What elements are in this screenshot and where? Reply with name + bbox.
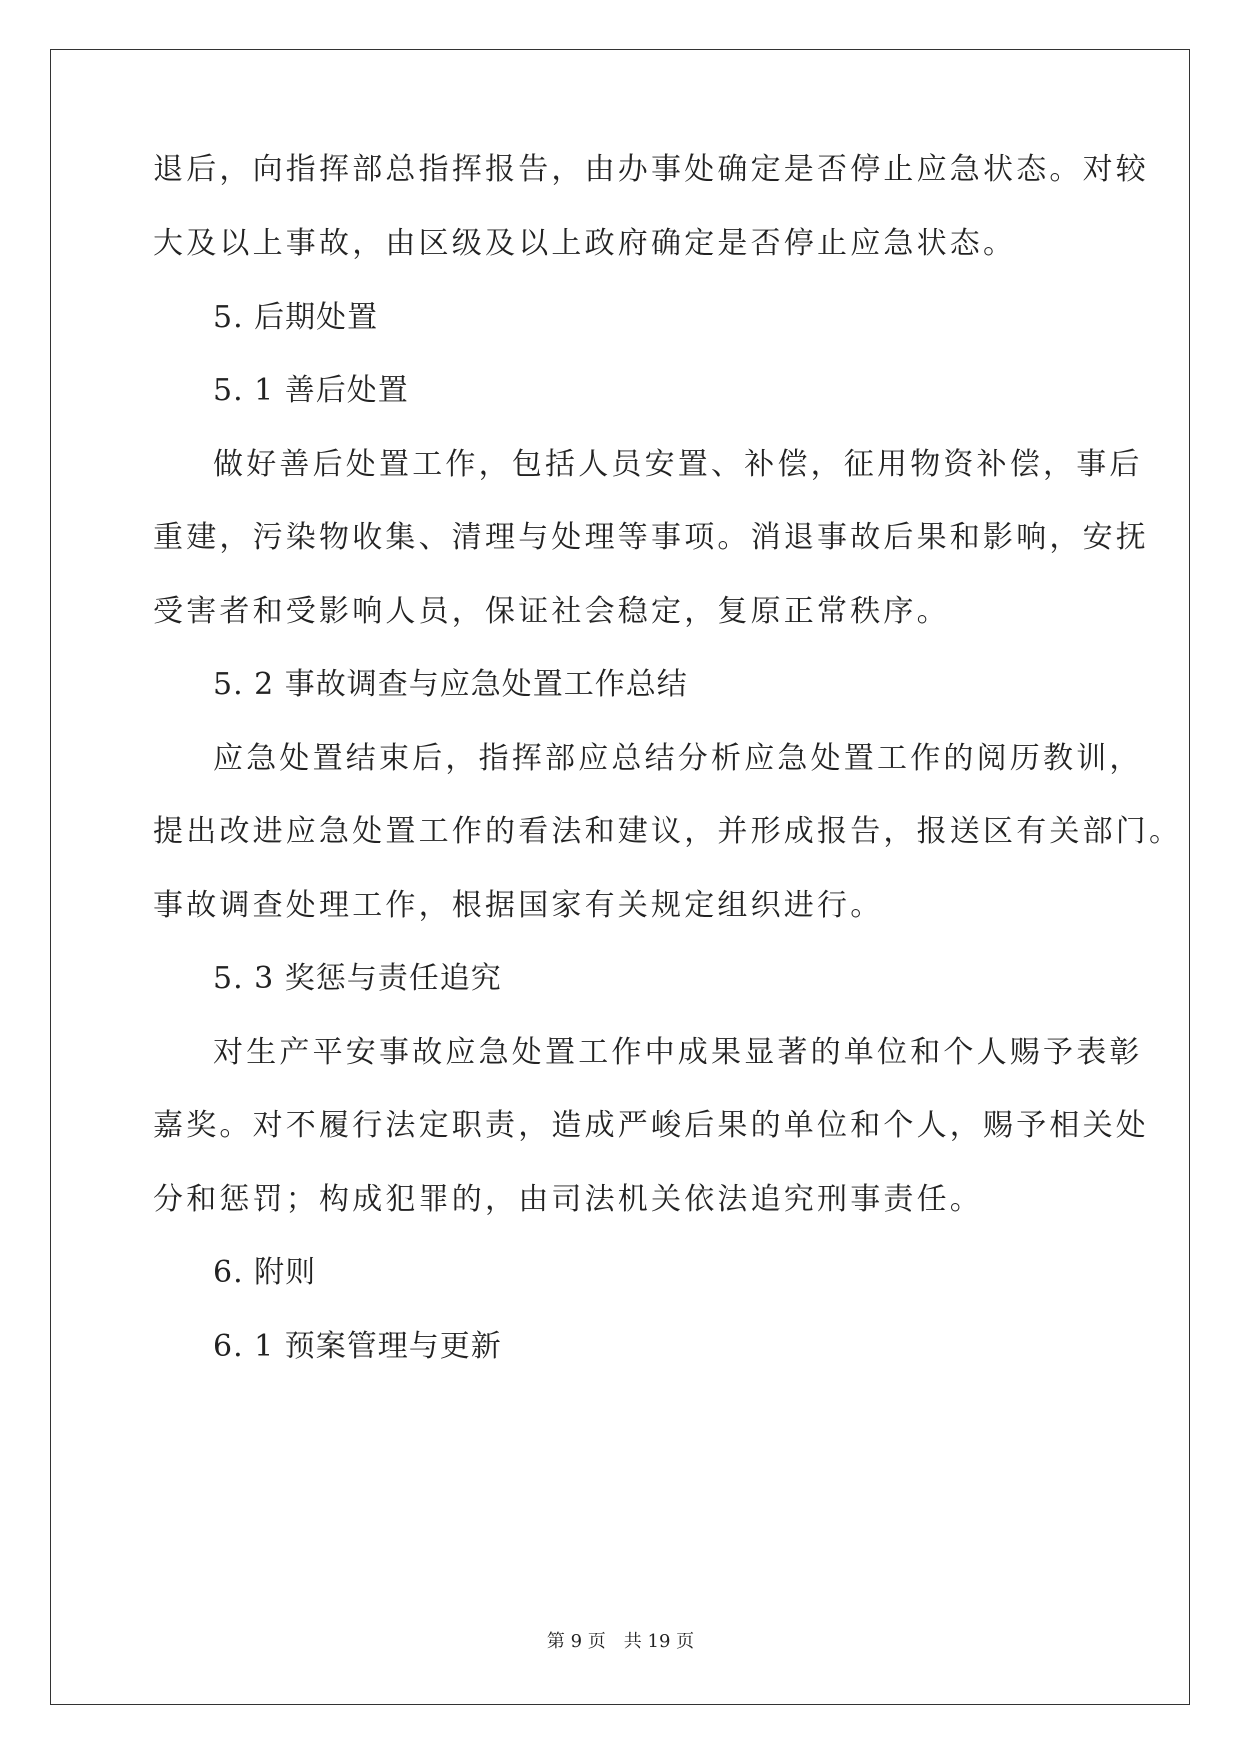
subsection-heading: 5. 2 事故调查与应急处置工作总结 — [213, 667, 688, 702]
subsection-heading: 5. 1 善后处置 — [213, 373, 409, 408]
body-line: 嘉奖。对不履行法定职责，造成严峻后果的单位和个人，赐予相关处 — [153, 1108, 1149, 1143]
body-line: 提出改进应急处置工作的看法和建议，并形成报告，报送区有关部门。 — [153, 814, 1183, 849]
body-line: 重建，污染物收集、清理与处理等事项。消退事故后果和影响，安抚 — [153, 520, 1149, 555]
section-heading: 5. 后期处置 — [213, 300, 379, 335]
body-line: 事故调查处理工作，根据国家有关规定组织进行。 — [153, 888, 884, 923]
subsection-heading: 6. 1 预案管理与更新 — [213, 1329, 502, 1364]
subsection-heading: 5. 3 奖惩与责任追究 — [213, 961, 502, 996]
body-line: 分和惩罚；构成犯罪的，由司法机关依法追究刑事责任。 — [153, 1182, 983, 1217]
body-line: 受害者和受影响人员，保证社会稳定，复原正常秩序。 — [153, 594, 950, 629]
body-line: 应急处置结束后，指挥部应总结分析应急处置工作的阅历教训， — [213, 741, 1143, 776]
body-line: 大及以上事故，由区级及以上政府确定是否停止应急状态。 — [153, 226, 1017, 261]
section-heading: 6. 附则 — [213, 1255, 317, 1290]
page-number: 第 9 页 — [546, 1631, 606, 1652]
total-pages: 共 19 页 — [623, 1631, 695, 1652]
page-footer — [0, 1630, 1241, 1654]
body-line: 对生产平安事故应急处置工作中成果显著的单位和个人赐予表彰 — [213, 1035, 1143, 1070]
body-line: 做好善后处置工作，包括人员安置、补偿，征用物资补偿，事后 — [213, 447, 1143, 482]
body-line: 退后，向指挥部总指挥报告，由办事处确定是否停止应急状态。对较 — [153, 152, 1149, 187]
